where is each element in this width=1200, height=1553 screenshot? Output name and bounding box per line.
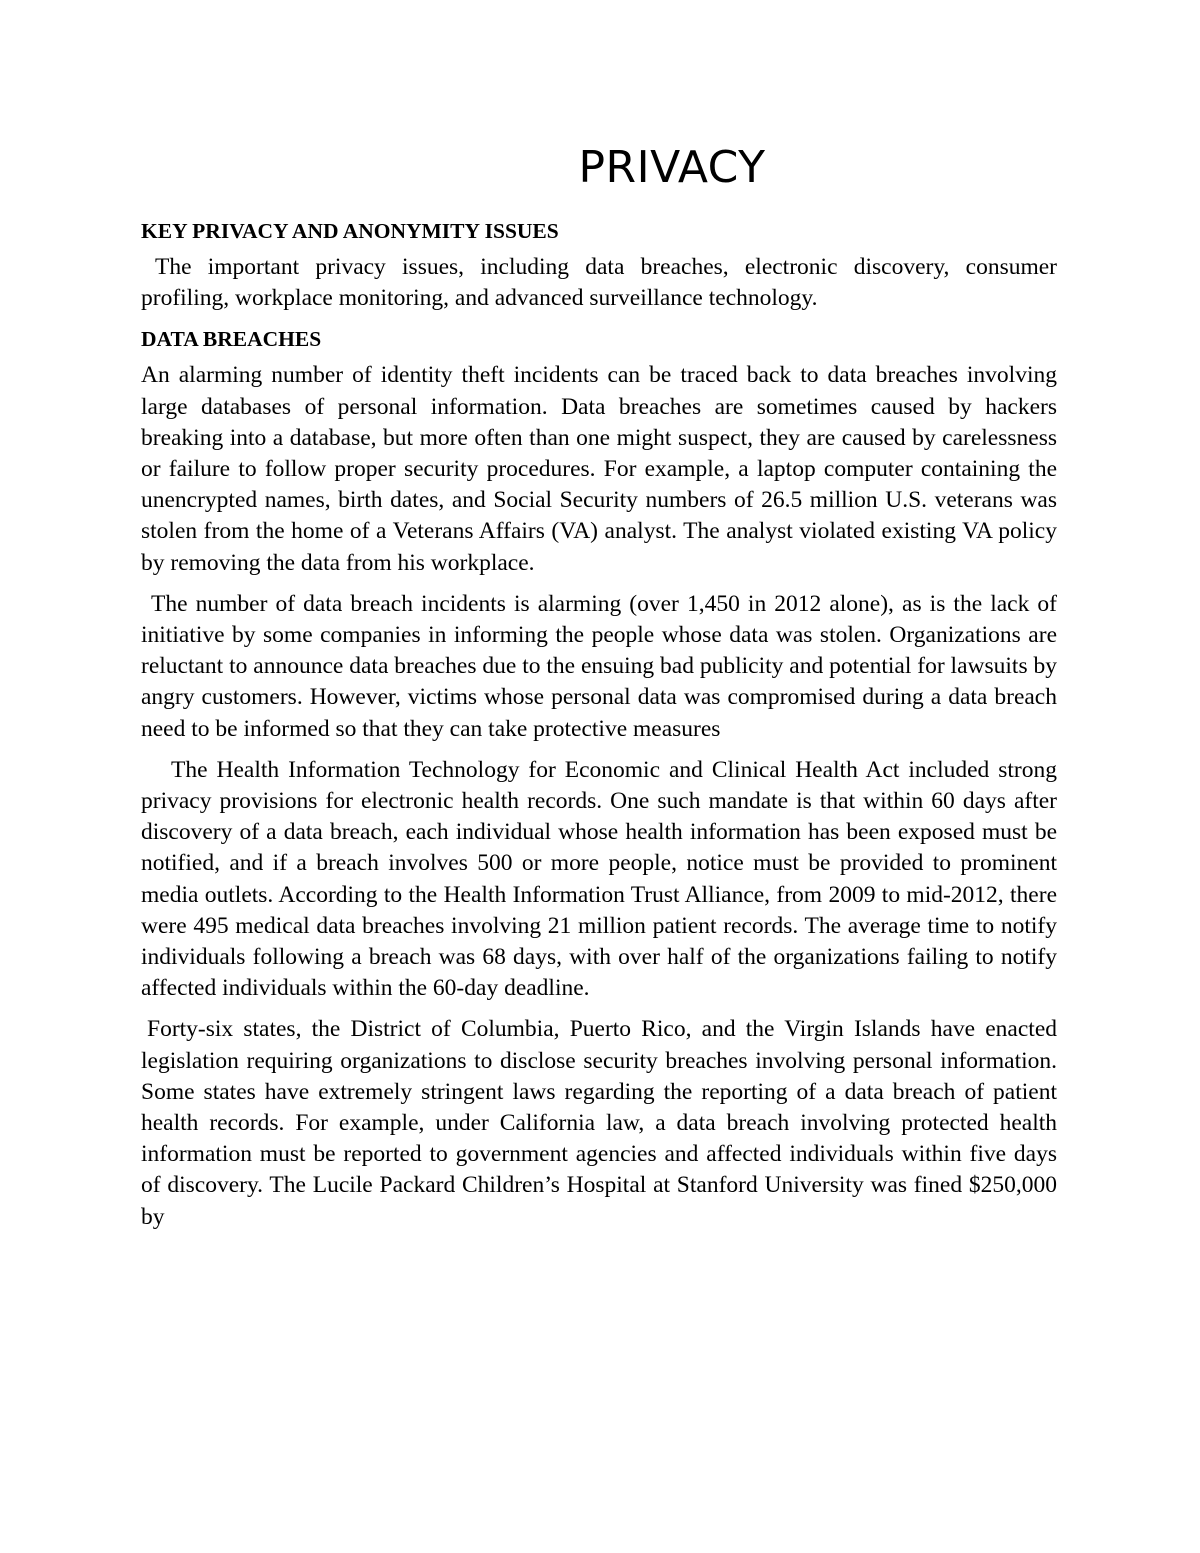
intro-paragraph: The important privacy issues, including data breaches, electronic discovery, consumer profiling, workplace monitoring, and advanced surveillance technology.	[141, 254, 1057, 312]
paragraph: The number of data breach incidents is alarming (over 1,450 in 2012 alone), as is the lack of initiative by some companies in informing the people whose data was stolen. Organizations are reluctant to announce data breaches due to the ensuing bad publicity and potential for lawsuits by angry customers. However, victims whose personal data was compromised during a data breach need to be informed so that they can take protective measures	[141, 590, 1057, 742]
paragraph: The Health Information Technology for Economic and Clinical Health Act included strong privacy provisions for electronic health records. One such mandate is that within 60 days after discovery of a data breach, each individual whose health information has been exposed must be notified, and if a breach involves 500 or more people, notice must be provided to prominent media outlets. According to the Health Information Trust Alliance, from 2009 to mid-2012, there were 495 medical data breaches involving 21 million patient records. The average time to notify individuals following a breach was 68 days, with over half of the organizations failing to notify affected individuals within the 60-day deadline.	[141, 756, 1057, 1002]
page-title: PRIVACY	[578, 142, 766, 193]
section-heading-data-breaches: DATA BREACHES	[141, 327, 322, 352]
section-heading-key-privacy: KEY PRIVACY AND ANONYMITY ISSUES	[141, 219, 559, 243]
paragraph: Forty-six states, the District of Columbia, Puerto Rico, and the Virgin Islands have enacted legislation requiring organizations to disclose security breaches involving personal information. Some states have extremely stringent laws regarding the reporting of a data breach of patient health records. For example, under California law, a data breach involving protected health information must be reported to government agencies and affected individuals within five days of discovery. The Lucile Packard Children’s Hospital at Stanford University was fined $250,000 by	[141, 1016, 1057, 1230]
paragraph: An alarming number of identity theft incidents can be traced back to data breaches involving large databases of personal information. Data breaches are sometimes caused by hackers breaking into a database, but more often than one might suspect, they are caused by carelessness or failure to follow proper security procedures. For example, a laptop computer containing the unencrypted names, birth dates, and Social Security numbers of 26.5 million U.S. veterans was stolen from the home of a Veterans Affairs (VA) analyst. The analyst violated existing VA policy by removing the data from his workplace.	[141, 362, 1057, 576]
document-body	[141, 216, 1057, 1233]
